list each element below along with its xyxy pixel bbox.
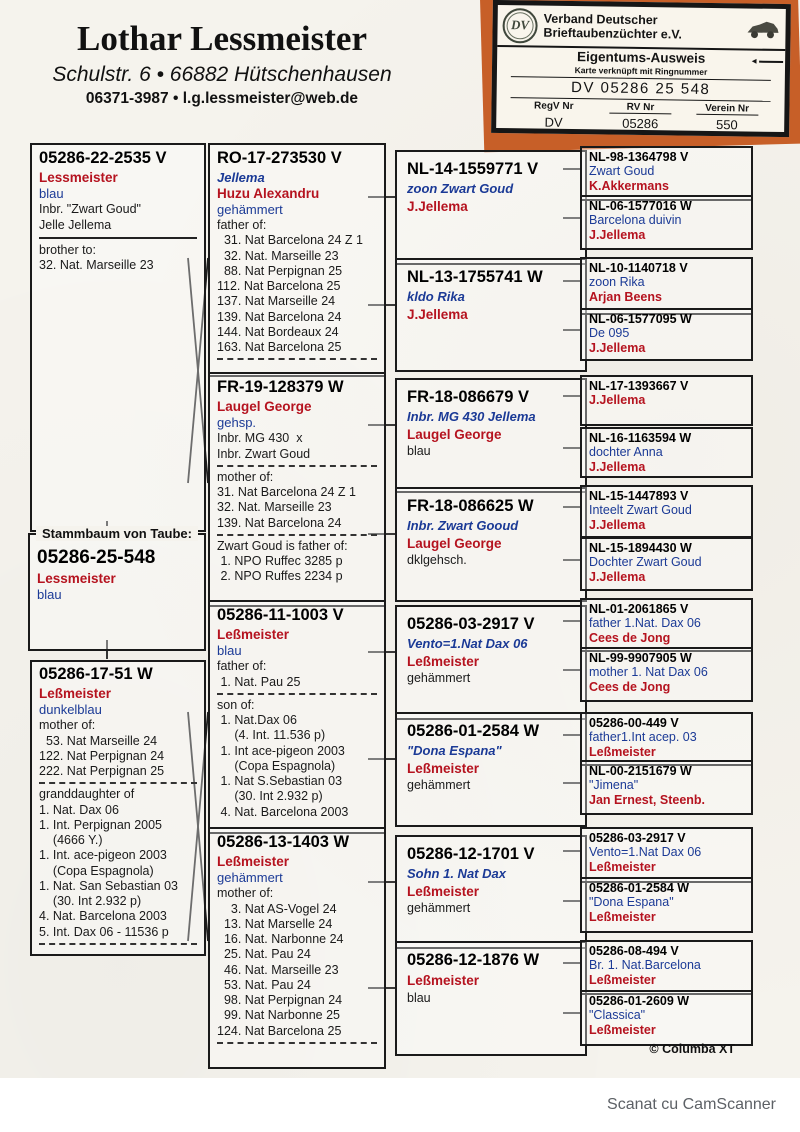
pedigree-box-gen4-8 — [580, 537, 753, 591]
pedigree-box-gen2-4 — [208, 827, 386, 1069]
pedigree-text-line: mother 1. Nat Dax 06 — [589, 665, 708, 679]
pedigree-text-line: Jelle Jellema — [39, 217, 112, 232]
pedigree-text-line: 88. Nat Perpignan 25 — [217, 263, 343, 278]
pedigree-text-line: 144. Nat Bordeaux 24 — [217, 324, 339, 339]
pedigree-text-line: dunkelblau — [39, 702, 102, 718]
ring-number: 05286-22-2535 V — [39, 149, 167, 167]
pedigree-text-line: Leßmeister — [407, 653, 480, 669]
pedigree-box-gen4-9 — [580, 598, 753, 652]
rv-header-label: RV Nr — [609, 102, 671, 115]
pedigree-box-gen4-5 — [580, 375, 753, 426]
box-lines — [589, 503, 744, 534]
pedigree-text-line: (4. Int. 11.536 p) — [217, 728, 326, 743]
box-lines — [589, 275, 744, 306]
rv-value-text: 05286 — [609, 116, 671, 134]
pedigree-text-line — [39, 237, 197, 239]
pedigree-text-line: 31. Nat Barcelona 24 Z 1 — [217, 485, 356, 500]
pedigree-box-gen3-1 — [395, 150, 587, 265]
pedigree-text-line — [39, 943, 197, 945]
ring-number: 05286-12-1876 W — [407, 951, 540, 969]
verein-value — [683, 117, 770, 135]
box-lines — [589, 616, 744, 647]
pedigree-text-line: 1. Nat. Pau 25 — [217, 674, 301, 689]
box-lines — [589, 778, 744, 809]
pedigree-text-line: 53. Nat Marseille 24 — [39, 733, 158, 748]
ring-number: 05286-03-2917 V — [407, 615, 535, 633]
pedigree-text-line: mother of: — [217, 469, 274, 484]
pedigree-text-line: 1. Int ace-pigeon 2003 — [217, 743, 345, 758]
pedigree-text-line: blau — [217, 643, 242, 659]
pedigree-text-line: "Dona Espana" — [407, 743, 502, 758]
stamp-org-name — [543, 11, 738, 42]
pedigree-text-line: 112. Nat Barcelona 25 — [217, 279, 341, 294]
pedigree-box-gen3-5 — [395, 605, 587, 720]
pedigree-text-line: Laugel George — [217, 399, 312, 414]
pedigree-text-line: 1. Nat.Dax 06 — [217, 713, 297, 728]
pedigree-text-line: Leßmeister — [407, 973, 480, 988]
pedigree-text-line: gehämmert — [217, 202, 283, 218]
stamp-ring-number: DV 05286 25 548 — [570, 79, 711, 98]
box-lines — [217, 854, 377, 1044]
pedigree-text-line: 31. Nat Barcelona 24 Z 1 — [217, 233, 363, 248]
camscanner-footer — [0, 1078, 800, 1132]
pedigree-box-gen4-14 — [580, 877, 753, 933]
box-lines — [407, 518, 575, 569]
pedigree-text-line: J.Jellema — [589, 341, 646, 356]
pedigree-box-gen3-2 — [395, 258, 587, 372]
pedigree-text-line: Br. 1. Nat.Barcelona — [589, 958, 701, 972]
pedigree-text-line: J.Jellema — [589, 460, 646, 475]
pedigree-text-line: Inteelt Zwart Goud — [589, 503, 692, 517]
pedigree-text-line: Vento=1.Nat Dax 06 — [589, 845, 702, 859]
verein-value-text: 550 — [696, 117, 758, 135]
pedigree-text-line: Vento=1.Nat Dax 06 — [407, 636, 528, 651]
pedigree-box-gen4-15 — [580, 940, 753, 995]
pedigree-text-line: Inbr. Zwart Gooud — [407, 518, 519, 533]
pedigree-text-line: 4. Nat. Barcelona 2003 — [39, 909, 167, 924]
pedigree-box-gen2-2 — [208, 372, 386, 607]
ring-number: NL-16-1163594 W — [589, 431, 692, 445]
rv-header — [597, 101, 684, 114]
box-lines — [589, 1008, 744, 1039]
pedigree-text-line: gehämmert — [407, 901, 471, 916]
pedigree-text-line: Cees de Jong — [589, 631, 671, 646]
pedigree-text-line: J.Jellema — [407, 306, 468, 322]
pedigree-text-line: Leßmeister — [407, 760, 480, 776]
pedigree-text-line: granddaughter of — [39, 787, 135, 802]
box-lines — [39, 686, 197, 945]
ring-number: NL-15-1447893 V — [589, 489, 689, 503]
ring-number: NL-98-1364798 V — [589, 150, 689, 164]
stammbaum-legend: Stammbaum von Taube: — [36, 526, 198, 541]
pedigree-text-line: J.Jellema — [589, 570, 646, 585]
pedigree-text-line: (30. Int 2.932 p) — [217, 789, 323, 804]
box-lines — [37, 571, 197, 603]
pedigree-text-line: brother to: — [39, 242, 96, 257]
ownership-card — [491, 0, 791, 137]
ring-number: FR-18-086625 W — [407, 497, 534, 515]
pedigree-box-gen4-16 — [580, 990, 753, 1046]
pedigree-text-line: Lessmeister — [37, 571, 116, 586]
pedigree-text-line: J.Jellema — [589, 518, 646, 533]
pedigree-text-line: Sohn 1. Nat Dax — [407, 866, 506, 881]
pedigree-box-gen3-4 — [395, 487, 587, 602]
pedigree-text-line: Jellema — [217, 170, 265, 185]
pedigree-text-line: (Copa Espagnola) — [217, 758, 336, 773]
pedigree-box-gen4-13 — [580, 827, 753, 883]
pedigree-text-line: 1. Nat. San Sebastian 03 — [39, 878, 178, 893]
pedigree-text-line: 2. NPO Ruffes 2234 p — [217, 569, 343, 584]
pedigree-text-line: Leßmeister — [589, 910, 656, 925]
box-lines — [589, 895, 744, 926]
pedigree-text-line: 32. Nat. Marseille 23 — [217, 500, 332, 515]
pedigree-text-line: Inbr. Zwart Goud — [217, 446, 311, 461]
pedigree-text-line — [217, 465, 377, 467]
pedigree-text-line: Jan Ernest, Steenb. — [589, 793, 706, 808]
pedigree-text-line: (Copa Espagnola) — [39, 863, 154, 878]
pedigree-text-line: "Dona Espana" — [589, 895, 674, 909]
pedigree-text-line: J.Jellema — [589, 393, 646, 407]
pedigree-box-gen3-6 — [395, 712, 587, 827]
pedigree-text-line: 5. Int. Dax 06 - 11536 p — [39, 924, 169, 939]
box-lines — [589, 845, 744, 876]
pedigree-text-line: 137. Nat Marseille 24 — [217, 294, 336, 309]
pedigree-box-gen4-12 — [580, 760, 753, 815]
pedigree-text-line: (4666 Y.) — [39, 833, 103, 848]
box-lines — [589, 555, 744, 586]
pedigree-text-line: K.Akkermans — [589, 179, 669, 194]
box-lines — [407, 972, 575, 1006]
stamp-org-line1: Verband Deutscher — [543, 11, 658, 27]
pedigree-box-gen2-1 — [208, 143, 386, 377]
pedigree-text-line: dochter Anna — [589, 445, 663, 459]
pedigree-box-gen4-3 — [580, 257, 753, 315]
pedigree-text-line: dklgehsch. — [407, 553, 467, 568]
pedigree-text-line — [39, 782, 197, 784]
box-lines — [407, 743, 575, 794]
ring-number: 05286-13-1403 W — [217, 833, 350, 851]
pedigree-text-line: Cees de Jong — [589, 680, 671, 695]
pedigree-text-line: 32. Nat. Marseille 23 — [39, 258, 154, 273]
stamp-subtitle: Karte verknüpft mit Ringnummer — [574, 65, 708, 77]
stamp-title: Eigentums-Ausweis — [576, 49, 706, 66]
pedigree-text-line: zoon Rika — [589, 275, 645, 289]
pedigree-box-mother — [30, 660, 206, 956]
ring-number: NL-15-1894430 W — [589, 541, 692, 555]
pedigree-text-line: 25. Nat. Pau 24 — [217, 947, 311, 962]
pedigree-box-gen4-11 — [580, 712, 753, 766]
pedigree-text-line: Leßmeister — [217, 627, 290, 642]
verein-header — [684, 103, 771, 116]
owner-header — [18, 20, 426, 108]
ring-number: 05286-11-1003 V — [217, 606, 344, 624]
pedigree-text-line: "Classica" — [589, 1008, 646, 1022]
ring-number: 05286-25-548 — [37, 547, 156, 568]
box-lines — [589, 445, 744, 476]
pedigree-text-line: Leßmeister — [589, 973, 656, 988]
pedigree-box-gen3-3 — [395, 378, 587, 493]
pedigree-text-line: 99. Nat Narbonne 25 — [217, 1008, 341, 1023]
pedigree-text-line: 139. Nat Barcelona 24 — [217, 515, 342, 530]
pedigree-text-line: father of: — [217, 218, 267, 233]
pedigree-text-line: 1. Nat. Dax 06 — [39, 802, 119, 817]
pedigree-box-father — [30, 143, 206, 532]
pedigree-text-line: father1.Int acep. 03 — [589, 730, 697, 744]
ring-number: NL-17-1393667 V — [589, 379, 689, 393]
box-lines — [407, 409, 575, 460]
box-lines — [589, 730, 744, 761]
pedigree-text-line: Inbr. MG 430 Jellema — [407, 409, 536, 424]
box-lines — [589, 164, 744, 195]
pedigree-text-line: 46. Nat. Marseille 23 — [217, 962, 339, 977]
pedigree-text-line: J.Jellema — [407, 198, 468, 214]
pedigree-text-line: blau — [407, 444, 431, 459]
pedigree-text-line: Laugel George — [407, 535, 502, 551]
pedigree-text-line: Leßmeister — [217, 854, 290, 869]
pedigree-text-line: 4. Nat. Barcelona 2003 — [217, 804, 349, 819]
pedigree-text-line: "Jimena" — [589, 778, 639, 792]
ring-number: NL-99-9907905 W — [589, 651, 692, 665]
ring-number: NL-14-1559771 V — [407, 160, 539, 178]
pedigree-text-line: mother of: — [39, 718, 96, 733]
pedigree-text-line: Huzu Alexandru — [217, 185, 320, 201]
box-lines — [589, 665, 744, 696]
owner-name: Lothar Lessmeister — [77, 19, 367, 58]
ring-number: 05286-03-2917 V — [589, 831, 686, 845]
pedigree-box-gen4-1 — [580, 146, 753, 201]
pedigree-text-line: Zwart Goud is father of: — [217, 538, 348, 553]
ring-number: FR-19-128379 W — [217, 378, 344, 396]
ring-number: NL-01-2061865 V — [589, 602, 689, 616]
rv-value — [597, 115, 684, 133]
pedigree-text-line: 32. Nat. Marseille 23 — [217, 248, 339, 263]
pedigree-text-line: Leßmeister — [39, 686, 112, 701]
pedigree-text-line: Inbr. MG 430 x — [217, 431, 303, 446]
pedigree-text-line: father 1.Nat. Dax 06 — [589, 616, 701, 630]
box-lines — [407, 289, 575, 323]
verein-header-label: Verein Nr — [696, 103, 758, 116]
pedigree-text-line: (30. Int 2.932 p) — [39, 894, 142, 909]
pedigree-text-line: 222. Nat Perpignan 25 — [39, 764, 165, 779]
pedigree-box-gen2-3 — [208, 600, 386, 834]
pedigree-text-line: father of: — [217, 659, 267, 674]
pedigree-text-line: De 095 — [589, 326, 630, 340]
pedigree-text-line: gehämmert — [407, 671, 471, 686]
ring-number: NL-00-2151679 W — [589, 764, 692, 778]
pedigree-box-gen4-7 — [580, 485, 753, 538]
pedigree-text-line: Zwart Goud — [589, 164, 655, 178]
pedigree-box-gen3-8 — [395, 941, 587, 1056]
stamp-header-row — [497, 5, 786, 51]
pedigree-text-line: Inbr. "Zwart Goud" — [39, 202, 141, 217]
ring-number: 05286-17-51 W — [39, 665, 153, 683]
pedigree-text-line: 16. Nat. Narbonne 24 — [217, 932, 344, 947]
pedigree-text-line: mother of: — [217, 886, 274, 901]
box-lines — [217, 627, 377, 820]
pedigree-text-line: 1. Int. Perpignan 2005 — [39, 817, 163, 832]
pedigree-text-line: 13. Nat Marselle 24 — [217, 916, 333, 931]
arrow-left-icon: ◄ — [750, 57, 783, 66]
owner-address: Schulstr. 6 • 66882 Hütschenhausen — [52, 62, 392, 86]
pedigree-text-line: 163. Nat Barcelona 25 — [217, 340, 342, 355]
pedigree-text-line: 53. Nat. Pau 24 — [217, 977, 311, 992]
box-lines — [589, 213, 744, 244]
pedigree-box-gen4-6 — [580, 427, 753, 478]
box-lines — [407, 866, 575, 917]
pedigree-text-line: 1. NPO Ruffec 3285 p — [217, 554, 343, 569]
pedigree-text-line: J.Jellema — [589, 228, 646, 243]
stamp-column-values — [510, 114, 770, 135]
pedigree-text-line: gehsp. — [217, 415, 257, 431]
pedigree-text-line — [217, 534, 377, 536]
box-lines — [217, 170, 377, 360]
pedigree-text-line: 122. Nat Perpignan 24 — [39, 748, 165, 763]
ring-number: 05286-01-2584 W — [407, 722, 540, 740]
pedigree-text-line: blau — [407, 990, 431, 1005]
pedigree-text-line: 1. Int. ace-pigeon 2003 — [39, 848, 167, 863]
pedigree-text-line — [217, 693, 377, 695]
pedigree-text-line: Lessmeister — [39, 170, 118, 185]
pedigree-text-line: Leßmeister — [589, 1023, 656, 1038]
pedigree-text-line: Barcelona duivin — [589, 213, 682, 227]
pedigree-box-gen4-2 — [580, 195, 753, 250]
stamp-column-headers — [510, 100, 770, 116]
pedigree-text-line: blau — [37, 587, 62, 603]
ring-number: 05286-08-494 V — [589, 944, 679, 958]
pedigree-text-line: kldo Rika — [407, 289, 465, 304]
pedigree-text-line: blau — [39, 186, 64, 202]
box-lines — [407, 636, 575, 687]
verband-logo-icon: DV — [502, 8, 537, 43]
pedigree-text-line: 139. Nat Barcelona 24 — [217, 309, 342, 324]
pedigree-text-line: Leßmeister — [407, 883, 480, 899]
stamp-org-line2: Brieftaubenzüchter e.V. — [543, 25, 683, 42]
pedigree-text-line: gehämmert — [407, 778, 471, 793]
emblem-graphic-icon — [744, 17, 780, 40]
owner-contact: 06371-3987 • l.g.lessmeister@web.de — [85, 89, 359, 107]
pedigree-text-line — [217, 358, 377, 360]
ring-number: NL-06-1577016 W — [589, 199, 692, 213]
pedigree-box-gen3-7 — [395, 835, 587, 949]
pedigree-text-line: zoon Zwart Goud — [407, 181, 514, 196]
box-lines — [407, 181, 575, 215]
columba-copyright: © Columba XT — [649, 1042, 735, 1056]
pedigree-text-line: son of: — [217, 697, 255, 712]
regv-value-text: DV — [522, 114, 584, 132]
pedigree-text-line: Leßmeister — [589, 745, 656, 760]
ring-number: 05286-01-2609 W — [589, 994, 690, 1008]
pedigree-text-line: Laugel George — [407, 426, 502, 442]
pedigree-box-gen4-10 — [580, 647, 753, 702]
box-lines — [589, 958, 744, 989]
ring-number: FR-18-086679 V — [407, 388, 529, 406]
pedigree-box-subject — [28, 526, 206, 651]
box-lines — [589, 326, 744, 357]
pedigree-text-line: 1. Nat S.Sebastian 03 — [217, 774, 343, 789]
pedigree-text-line: Leßmeister — [589, 860, 656, 875]
pedigree-box-gen4-4 — [580, 308, 753, 361]
box-lines — [589, 393, 744, 408]
pedigree-text-line: 3. Nat AS-Vogel 24 — [217, 901, 337, 916]
pedigree-text-line: Arjan Beens — [589, 290, 662, 305]
camscanner-watermark: Scanat cu CamScanner — [607, 1096, 776, 1113]
regv-value — [510, 114, 597, 132]
pedigree-text-line: 124. Nat Barcelona 25 — [217, 1023, 342, 1038]
box-lines — [217, 399, 377, 585]
pedigree-text-line — [217, 1042, 377, 1044]
box-lines — [39, 170, 197, 273]
ring-number: 05286-01-2584 W — [589, 881, 690, 895]
ring-number: RO-17-273530 V — [217, 149, 342, 167]
ring-number: NL-10-1140718 V — [589, 261, 688, 275]
pedigree-text-line: gehämmert — [217, 870, 283, 886]
pedigree-text-line: 98. Nat Perpignan 24 — [217, 993, 343, 1008]
ring-number: 05286-12-1701 V — [407, 845, 535, 863]
regv-header: RegV Nr — [533, 100, 574, 113]
pedigree-text-line: Dochter Zwart Goud — [589, 555, 702, 569]
ring-number: NL-13-1755741 W — [407, 268, 543, 286]
ring-number: NL-06-1577095 W — [589, 312, 692, 326]
ring-number: 05286-00-449 V — [589, 716, 679, 730]
